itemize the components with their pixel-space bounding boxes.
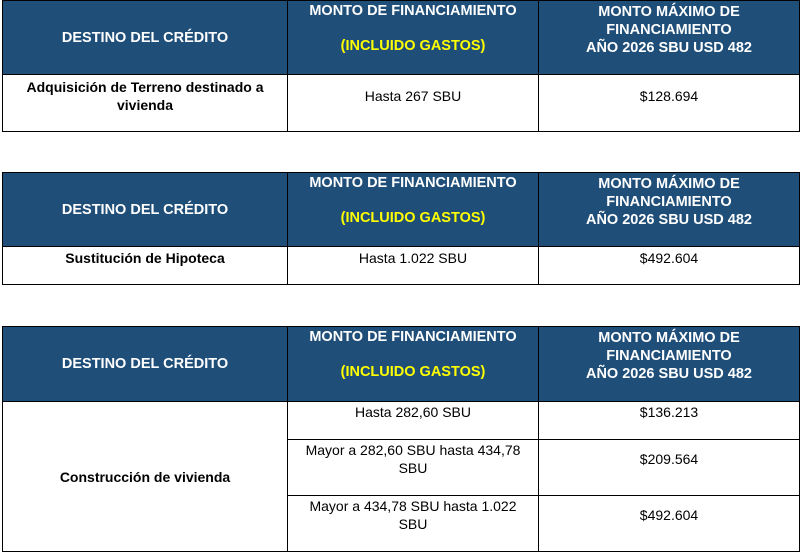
header-maximo-line3: AÑO 2026 SBU USD 482 <box>585 212 752 228</box>
header-maximo-line3: AÑO 2026 SBU USD 482 <box>585 40 752 56</box>
header-maximo <box>539 173 800 247</box>
header-monto-line2: (INCLUIDO GASTOS) <box>340 364 486 380</box>
header-monto <box>288 327 539 402</box>
header-maximo-line1: MONTO MÁXIMO DE <box>598 176 740 192</box>
header-maximo-line3: AÑO 2026 SBU USD 482 <box>585 366 752 382</box>
header-destino: DESTINO DEL CRÉDITO <box>3 327 288 402</box>
header-maximo-line1: MONTO MÁXIMO DE <box>598 330 740 346</box>
header-monto-line1: MONTO DE FINANCIAMIENTO <box>309 175 517 191</box>
table-row <box>3 402 800 440</box>
header-maximo-line2: FINANCIAMIENTO <box>606 194 732 210</box>
destino-cell: Sustitución de Hipoteca <box>3 247 288 285</box>
destino-cell: Adquisición de Terreno destinado a vivienda <box>3 75 288 132</box>
header-maximo-line2: FINANCIAMIENTO <box>606 348 732 364</box>
header-row <box>3 327 800 402</box>
header-destino: DESTINO DEL CRÉDITO <box>3 1 288 75</box>
maximo-cell: $492.604 <box>539 247 800 285</box>
monto-cell: Mayor a 434,78 SBU hasta 1.022 SBU <box>288 496 539 552</box>
monto-cell: Hasta 282,60 SBU <box>288 402 539 440</box>
credit-table-terreno <box>2 0 800 132</box>
credit-table-construccion <box>2 326 800 552</box>
credit-table-hipoteca <box>2 172 800 285</box>
header-maximo-line1: MONTO MÁXIMO DE <box>598 4 740 20</box>
table-row <box>3 75 800 132</box>
monto-cell: Hasta 1.022 SBU <box>288 247 539 285</box>
monto-cell: Mayor a 282,60 SBU hasta 434,78 SBU <box>288 440 539 496</box>
header-maximo-line2: FINANCIAMIENTO <box>606 22 732 38</box>
table-row <box>3 247 800 285</box>
header-monto <box>288 173 539 247</box>
header-monto-line2: (INCLUIDO GASTOS) <box>340 210 486 226</box>
header-maximo <box>539 327 800 402</box>
header-monto <box>288 1 539 75</box>
maximo-cell: $128.694 <box>539 75 800 132</box>
maximo-cell: $209.564 <box>539 440 800 496</box>
header-monto-line2: (INCLUIDO GASTOS) <box>340 38 486 54</box>
header-destino: DESTINO DEL CRÉDITO <box>3 173 288 247</box>
header-monto-line1: MONTO DE FINANCIAMIENTO <box>309 3 517 19</box>
maximo-cell: $492.604 <box>539 496 800 552</box>
header-row <box>3 173 800 247</box>
maximo-cell: $136.213 <box>539 402 800 440</box>
header-row <box>3 1 800 75</box>
header-maximo <box>539 1 800 75</box>
destino-cell: Construcción de vivienda <box>3 402 288 552</box>
monto-cell: Hasta 267 SBU <box>288 75 539 132</box>
header-monto-line1: MONTO DE FINANCIAMIENTO <box>309 329 517 345</box>
